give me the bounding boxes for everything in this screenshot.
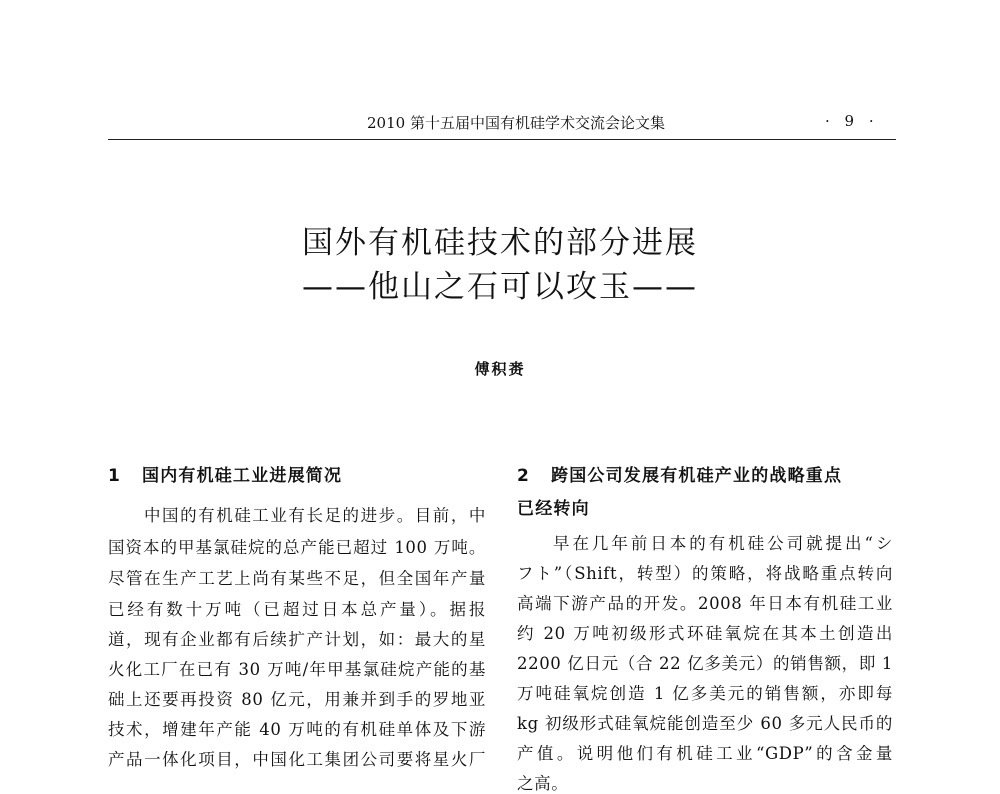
paragraph-line: 础上还要再投资 80 亿元，用兼并到手的罗地亚: [108, 690, 486, 709]
section-number: 2: [517, 466, 531, 486]
paragraph-line: 产品一体化项目，中国化工集团公司要将星火厂: [108, 750, 486, 769]
paragraph-line: 技术，增建年产能 40 万吨的有机硅单体及下游: [108, 720, 486, 739]
section-1-heading: [108, 461, 342, 486]
header-rule: [108, 139, 896, 140]
section-2-heading-continued: 已经转向: [517, 499, 590, 519]
paragraph-line: 高端下游产品的开发。2008 年日本有机硅工业: [517, 594, 893, 613]
paragraph-line: 火化工厂在已有 30 万吨/年甲基氯硅烷产能的基: [108, 660, 486, 679]
paragraph-line: 约 20 万吨初级形式环硅氧烷在其本土创造出: [517, 624, 893, 643]
article-subtitle: ——他山之石可以攻玉——: [302, 269, 698, 305]
paragraph-line: フト”（Shift，转型）的策略，将战略重点转向: [517, 564, 893, 583]
paragraph-line: 之高。: [517, 774, 569, 793]
paragraph-line: 道，现有企业都有后续扩产计划，如：最大的星: [108, 630, 486, 649]
section-heading-text: 跨国公司发展有机硅产业的战略重点: [551, 466, 843, 486]
paragraph-line: kg 初级形式硅氧烷能创造至少 60 多元人民币的: [517, 714, 893, 733]
paragraph-line: 国资本的甲基氯硅烷的总产能已超过 100 万吨。: [108, 538, 486, 557]
paragraph-line: 产值。说明他们有机硅工业“GDP”的含金量: [517, 744, 893, 763]
paragraph-line: 中国的有机硅工业有长足的进步。目前，中: [144, 506, 486, 525]
running-header-title: 2010 第十五届中国有机硅学术交流会论文集: [367, 114, 665, 132]
article-title: 国外有机硅技术的部分进展: [302, 225, 698, 261]
section-heading-text: 国内有机硅工业进展简况: [142, 466, 343, 486]
paragraph-line: 尽管在生产工艺上尚有某些不足，但全国年产量: [108, 569, 486, 588]
paragraph-line: 2200 亿日元（合 22 亿多美元）的销售额，即 1: [517, 654, 893, 673]
section-2-heading: [517, 461, 842, 486]
paragraph-line: 已经有数十万吨（已超过日本总产量）。据报: [108, 600, 486, 619]
paragraph-line: 早在几年前日本的有机硅公司就提出“シ: [553, 534, 893, 553]
author-name: 傅积赉: [474, 360, 526, 378]
paragraph-line: 万吨硅氧烷创造 1 亿多美元的销售额，亦即每: [517, 684, 893, 703]
page-number: · 9 ·: [825, 112, 874, 130]
section-number: 1: [108, 466, 122, 486]
